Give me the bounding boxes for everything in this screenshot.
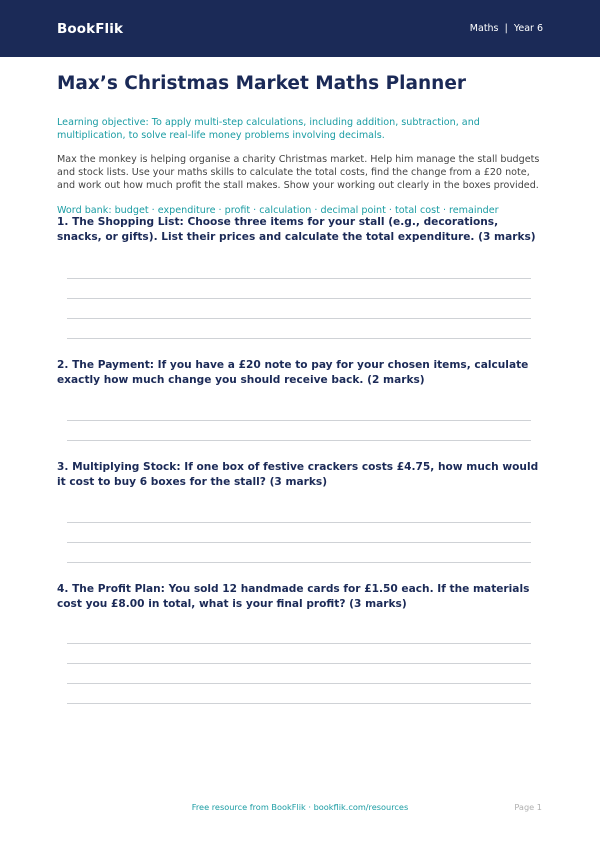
question-1-text: 1. The Shopping List: Choose three items for your stall (e.g., decorations, snacks, or gifts). List their prices and calculate the total expenditure. (3 marks): [57, 216, 536, 243]
worksheet-title: Max’s Christmas Market Maths Planner: [57, 73, 466, 94]
brand-logo[interactable]: BookFlik: [57, 20, 124, 37]
answer-line[interactable]: [67, 703, 531, 704]
learning-objective: Learning objective: To apply multi-step calculations, including addition, subtraction, and multiplication, to solve real-life money problems involving decimals.: [57, 117, 480, 141]
question-4: [57, 582, 543, 611]
question-3: [57, 460, 543, 489]
site-header: [0, 0, 600, 57]
subject-label: Maths: [469, 23, 499, 34]
answer-line[interactable]: [67, 683, 531, 684]
answer-line[interactable]: [67, 522, 531, 523]
page-number: Page 1: [514, 802, 542, 812]
question-4-text: 4. The Profit Plan: You sold 12 handmade cards for £1.50 each. If the materials cost you £8.00 in total, what is your final profit? (3 marks): [57, 583, 530, 610]
answer-line[interactable]: [67, 663, 531, 664]
answer-line[interactable]: [67, 562, 531, 563]
question-2-text: 2. The Payment: If you have a £20 note to pay for your chosen items, calculate exactly how much change you should receive back. (2 marks): [57, 359, 529, 386]
answer-line[interactable]: [67, 420, 531, 421]
worksheet-intro: [0, 67, 600, 217]
intro-paragraph: Max the monkey is helping organise a charity Christmas market. Help him manage the stall budgets and stock lists. Use your maths skills to calculate the total costs, find the change from a £20 note, and work out how much profit the stall makes. Show your working out clearly in the boxes provided.: [57, 154, 540, 191]
footer-resource-link[interactable]: Free resource from BookFlik · bookflik.com/resources: [191, 802, 409, 812]
answer-line[interactable]: [67, 318, 531, 319]
answer-line[interactable]: [67, 278, 531, 279]
answer-line[interactable]: [67, 643, 531, 644]
answer-line[interactable]: [67, 440, 531, 441]
word-bank: Word bank: budget · expenditure · profit · calculation · decimal point · total cost · remainder: [57, 205, 499, 216]
question-2: [57, 358, 543, 387]
year-label: Year 6: [513, 23, 543, 34]
answer-line[interactable]: [67, 298, 531, 299]
meta-separator: |: [504, 23, 508, 34]
answer-line[interactable]: [67, 542, 531, 543]
subject-year-label: [470, 23, 543, 34]
answer-line[interactable]: [67, 338, 531, 339]
question-3-text: 3. Multiplying Stock: If one box of festive crackers costs £4.75, how much would it cost to buy 6 boxes for the stall? (3 marks): [57, 461, 539, 488]
question-1: [57, 215, 543, 244]
